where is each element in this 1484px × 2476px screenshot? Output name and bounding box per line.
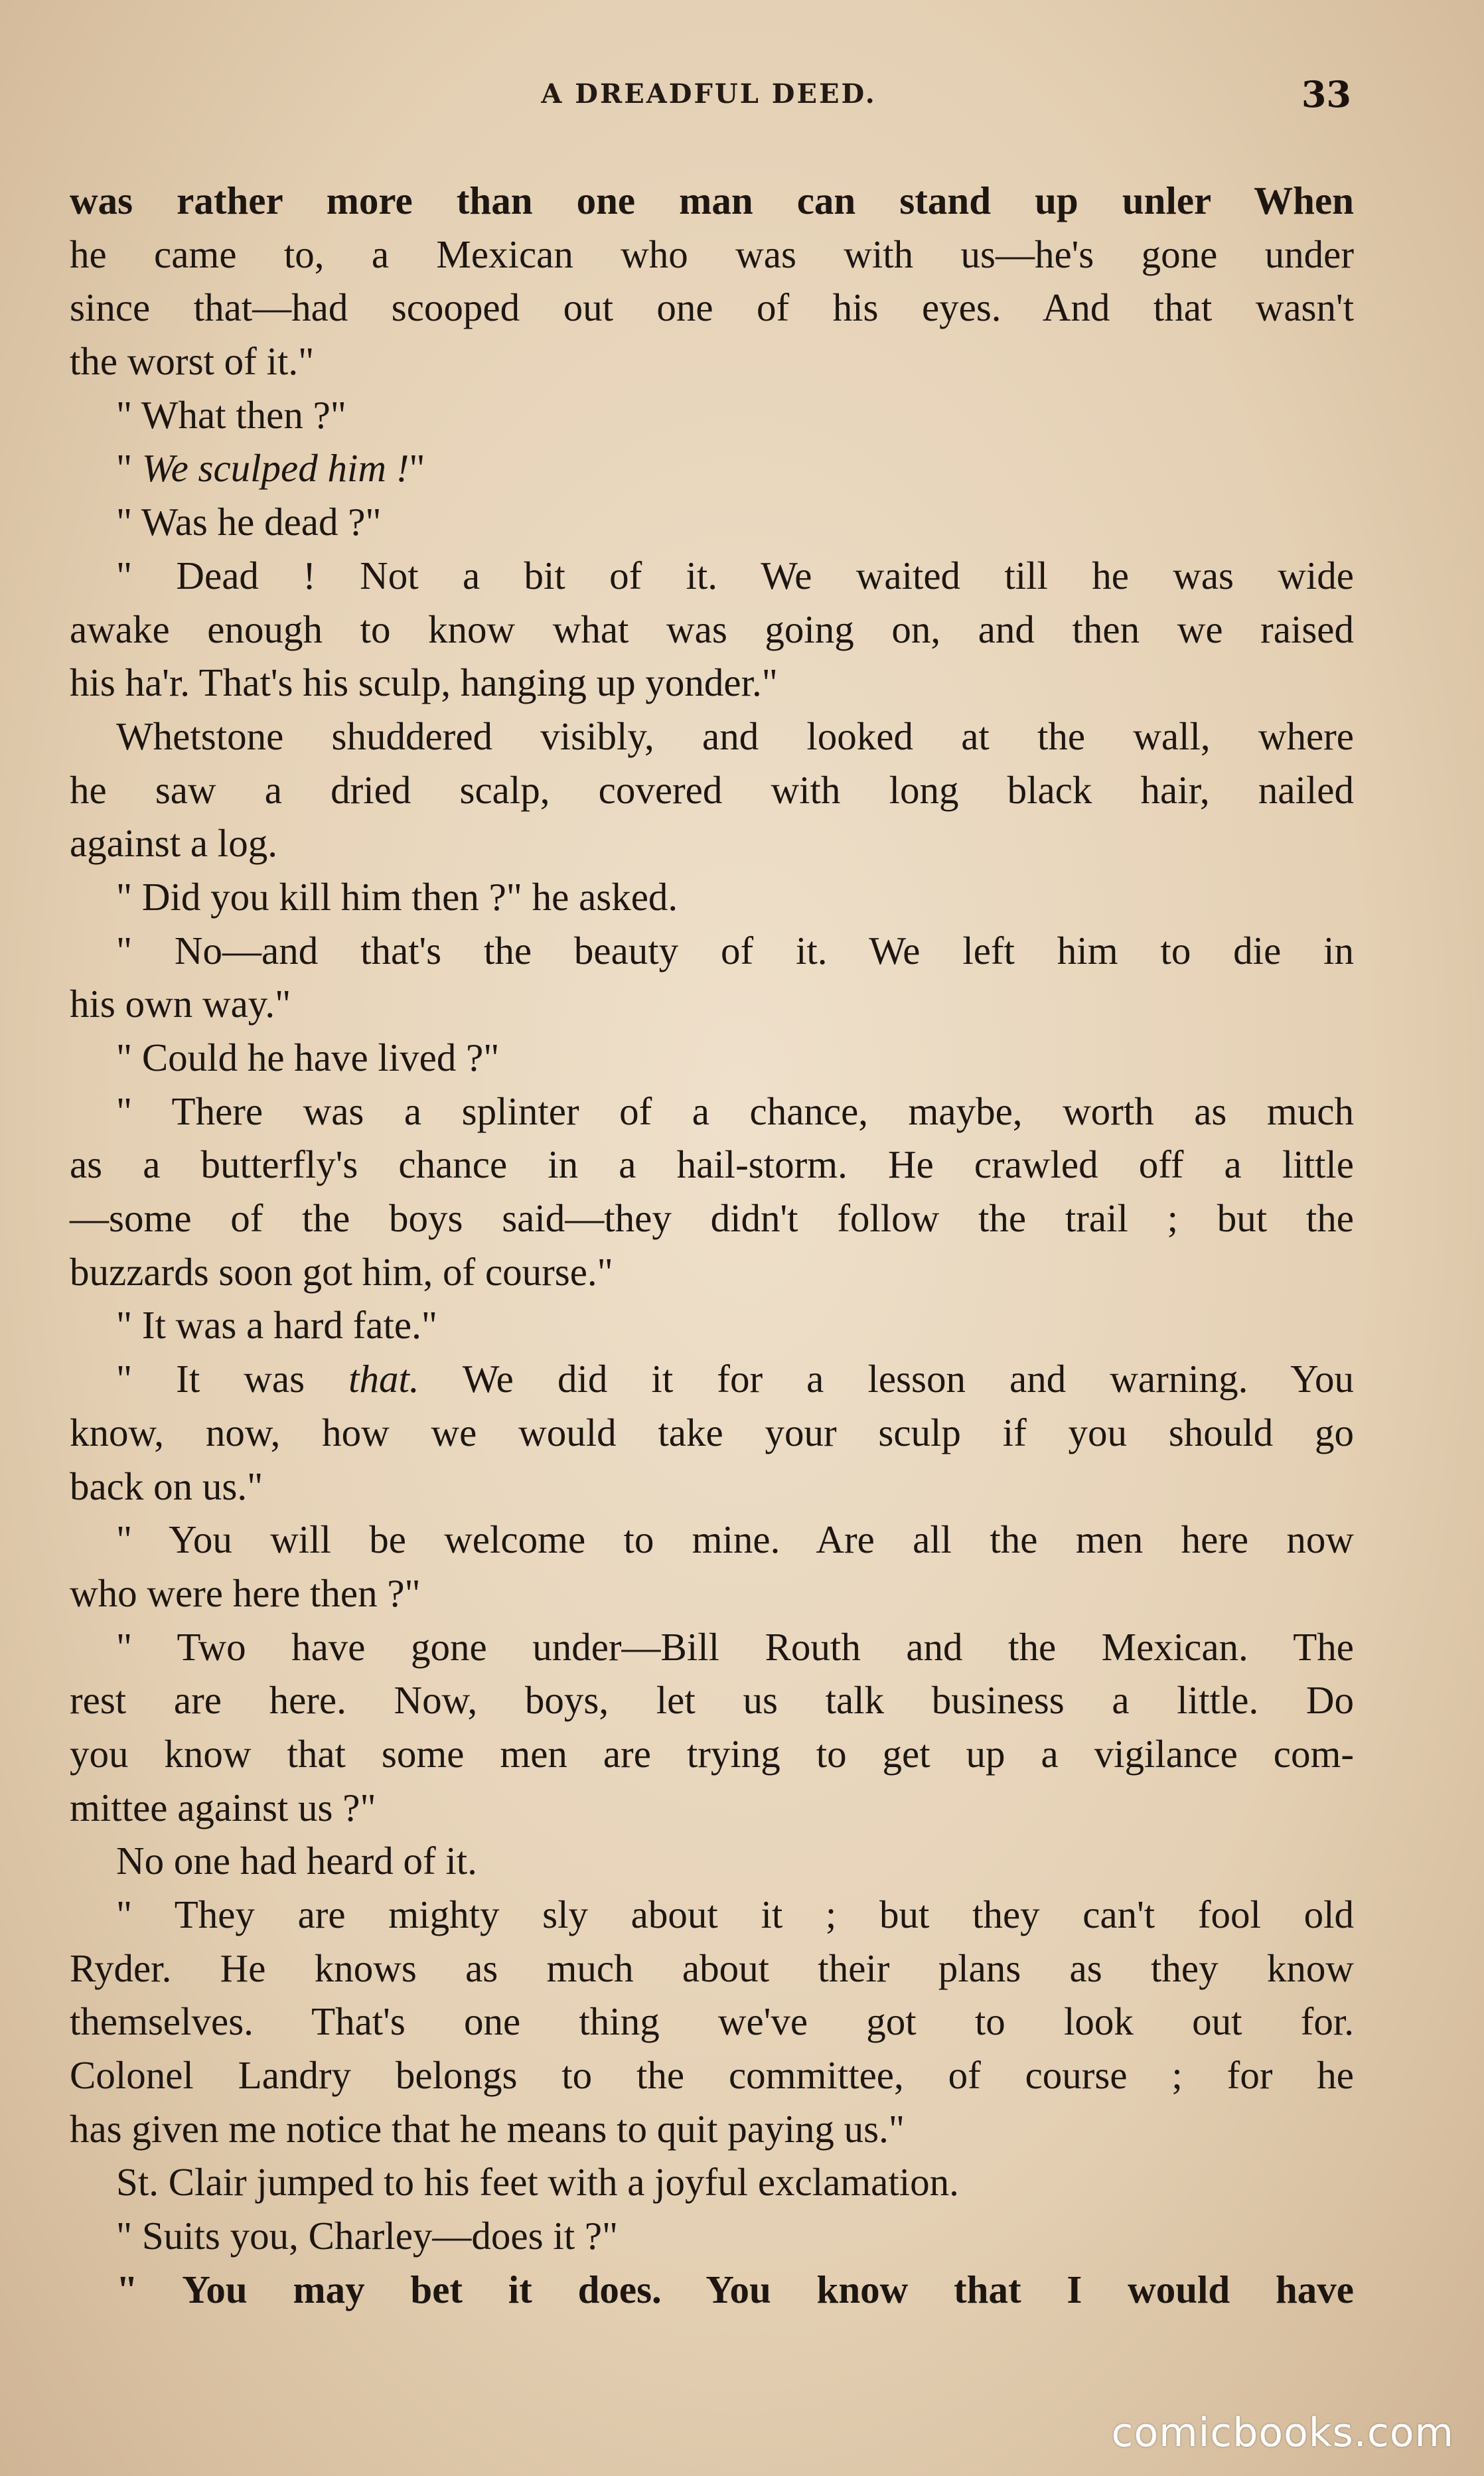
text-line: " Did you kill him then ?" he asked. (116, 874, 678, 919)
text-line: " It was a hard fate." (116, 1303, 437, 1348)
text-line: " Two have gone under—Bill Routh and the Mexican. The (116, 1624, 1354, 1669)
text-line: buzzards soon got him, of course." (70, 1249, 613, 1294)
text-line: themselves. That's one thing we've got to look out for. (70, 1999, 1354, 2044)
italic-text: that. (348, 1357, 419, 1401)
text-line: the worst of it." (70, 339, 315, 384)
text-segment: We did it for a lesson and warning. You (419, 1357, 1354, 1401)
text-line: rest are here. Now, boys, let us talk business a little. Do (70, 1678, 1354, 1723)
text-line: —some of the boys said—they didn't follow the trail ; but the (70, 1196, 1354, 1241)
text-line: as a butterfly's chance in a hail-storm. He crawled off a little (70, 1142, 1354, 1187)
text-line: " No—and that's the beauty of it. We left him to die in (116, 928, 1354, 972)
text-line: was rather more than one man can stand up unler When (70, 179, 1354, 222)
body-text (70, 174, 1354, 2317)
watermark: comicbooks.com (1111, 2410, 1454, 2456)
text-line: he saw a dried scalp, covered with long black hair, nailed (70, 767, 1354, 812)
text-line (70, 441, 1354, 495)
text-line: mittee against us ?" (70, 1785, 376, 1829)
text-line: " You may bet it does. You know that I would have (116, 2267, 1354, 2311)
text-line (70, 1352, 1354, 1406)
text-line: No one had heard of it. (116, 1839, 477, 1883)
italic-text: We sculped him ! (141, 446, 409, 491)
page-header (66, 73, 1351, 125)
text-segment: " It was (116, 1357, 349, 1401)
text-line: know, now, how we would take your sculp if you should go (70, 1410, 1354, 1454)
text-segment: " (116, 446, 142, 491)
text-line: " They are mighty sly about it ; but they can't fool old (116, 1893, 1354, 1936)
text-line: Ryder. He knows as much about their plans as they know (70, 1946, 1354, 1990)
text-line: Whetstone shuddered visibly, and looked at the wall, where (116, 714, 1354, 758)
text-line: back on us." (70, 1464, 263, 1508)
running-head: A DREADFUL DEED. (541, 78, 877, 110)
text-line: you know that some men are trying to get up a vigilance com- (70, 1731, 1354, 1776)
text-line: his ha'r. That's his sculp, hanging up yonder." (70, 660, 778, 705)
text-line: his own way." (70, 982, 291, 1026)
text-line: who were here then ?" (70, 1571, 421, 1615)
text-line: " Was he dead ?" (116, 500, 382, 544)
text-line: " There was a splinter of a chance, maybe, worth as much (116, 1089, 1354, 1133)
text-line: St. Clair jumped to his feet with a joyful exclamation. (116, 2160, 959, 2205)
text-segment: " (409, 446, 425, 491)
text-line: since that—had scooped out one of his eyes. And that wasn't (70, 285, 1354, 330)
text-line: against a log. (70, 821, 277, 866)
text-line: " Could he have lived ?" (116, 1036, 500, 1079)
text-line: " Dead ! Not a bit of it. We waited till he was wide (116, 553, 1354, 597)
text-line: Colonel Landry belongs to the committee, of course ; for he (70, 2053, 1354, 2098)
text-line: awake enough to know what was going on, and then we raised (70, 607, 1354, 651)
text-line: has given me notice that he means to quit paying us." (70, 2106, 905, 2151)
page-number: 33 (1301, 73, 1351, 116)
text-line: " Suits you, Charley—does it ?" (116, 2214, 619, 2258)
text-line: " What then ?" (116, 392, 346, 437)
text-line: he came to, a Mexican who was with us—he's gone under (70, 232, 1354, 276)
text-line: " You will be welcome to mine. Are all the men here now (116, 1517, 1354, 1562)
